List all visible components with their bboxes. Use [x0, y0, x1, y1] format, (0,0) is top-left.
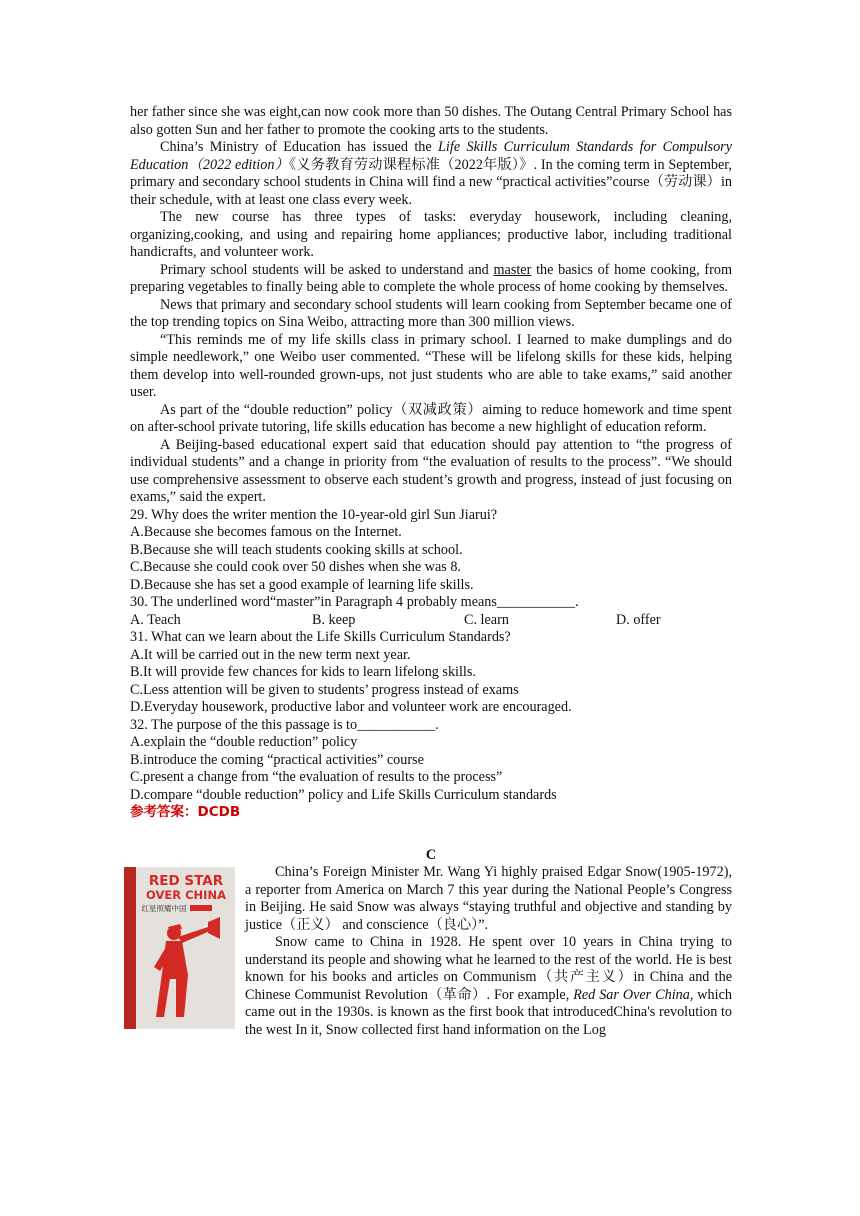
text-run: , which came out in the 1930s. is known as the first book that introducedChina's revolution to the west In it, Snow collected first hand information on the Log: [245, 986, 732, 1038]
passage-b-paragraph-2: [130, 139, 732, 209]
red-star-over-china-cover-icon: [124, 867, 235, 1029]
passage-b-paragraph-7: As part of the “double reduction” policy（双减政策）aiming to reduce homework and time spent on after-school private tutoring, life skills education has become a new highlight of education reform.: [130, 401, 732, 435]
book-chinese-title: 红星照耀中国: [141, 904, 187, 913]
passage-b-paragraph-3: The new course has three types of tasks: everyday housework, including cleaning, organizing,cooking, and using and repairing home appliances; productive labor, including traditional handicrafts, and volunteer work.: [130, 209, 732, 260]
question-stem: 32. The purpose of the this passage is to___________.: [130, 716, 439, 733]
option-a: A.Because she becomes famous on the Internet.: [130, 524, 402, 540]
book-title-line-2: OVER CHINA: [146, 888, 226, 902]
passage-b-paragraph-1: her father since she was eight,can now cook more than 50 dishes. The Outang Central Primary School has also gotten Sun and her father to promote the cooking arts to the students.: [130, 104, 732, 138]
option-b: B.introduce the coming “practical activities” course: [130, 751, 424, 768]
question-stem: 30. The underlined word“master”in Paragraph 4 probably means___________.: [130, 594, 579, 610]
reference-answer: 参考答案：DCDB: [130, 804, 241, 820]
option-a: A. Teach: [130, 611, 181, 628]
question-stem: 31. What can we learn about the Life Skills Curriculum Standards?: [130, 629, 511, 645]
option-a: A.It will be carried out in the new term next year.: [130, 646, 411, 663]
option-d: D.Everyday housework, productive labor and volunteer work are encouraged.: [130, 699, 572, 715]
passage-b-paragraph-5: News that primary and secondary school students will learn cooking from September became one of the top trending topics on Sina Weibo, attracting more than 300 million views.: [130, 296, 732, 330]
section-c-paragraph-1: China’s Foreign Minister Mr. Wang Yi highly praised Edgar Snow(1905-1972), a reporter from America on March 7 this year during the National People’s Congress in Beijing. He said Snow was always “staying truthful and objective and standing by justice（正义） and conscience（良心）”.: [245, 864, 732, 933]
option-b: B.Because she will teach students cooking skills at school.: [130, 541, 463, 558]
document-title-italic: Life Skills Curriculum Standards for Compulsory Education（2022 edition）: [130, 139, 732, 173]
book-title-line-1: RED STAR: [148, 873, 224, 889]
option-b: B. keep: [312, 611, 356, 628]
document-page: [130, 104, 732, 1039]
book-title-italic: Red Sar Over China: [573, 986, 690, 1003]
options-row: [130, 612, 732, 630]
passage-b-paragraph-8: A Beijing-based educational expert said that education should pay attention to “the progress of individual students” and a change in priority from “the evaluation of results to the process”. “We should use comprehensive assessment to observe each student’s growth and progress, instead of just focusing on exams,” said the expert.: [130, 436, 732, 505]
question-stem: 29. Why does the writer mention the 10-year-old girl Sun Jiarui?: [130, 506, 498, 523]
passage-b-paragraph-4: [130, 262, 732, 297]
passage-b-paragraph-6: “This reminds me of my life skills class in primary school. I learned to make dumplings and do simple needlework,” one Weibo user commented. “These will be lifelong skills for these kids, helping them develop into well-rounded grown-ups, not just students who are able to take exams,” said another user.: [130, 331, 732, 400]
question-29: [130, 507, 732, 595]
text-run: the basics of home cooking, from preparing vegetables to finally being able to complete the whole process of home cooking by themselves.: [130, 261, 732, 295]
text-run: Primary school students will be asked to understand and: [160, 261, 494, 278]
option-d: D.Because she has set a good example of learning life skills.: [130, 576, 474, 593]
text-run: 《义务教育劳动课程标准（2022年版）》. In the coming term in September, primary and secondary school students in China will find a new “practical activities”course（劳动课）in their schedule, with at least one class every week.: [130, 156, 732, 208]
option-c: C.Because she could cook over 50 dishes when she was 8.: [130, 559, 461, 575]
book-cover-image: [124, 867, 235, 1029]
option-b: B.It will provide few chances for kids to learn lifelong skills.: [130, 664, 476, 680]
section-c-body: [130, 864, 732, 1039]
question-31: [130, 629, 732, 717]
text-run: China’s Ministry of Education has issued the: [160, 139, 439, 155]
option-c: C.Less attention will be given to students’ progress instead of exams: [130, 681, 519, 698]
option-a: A.explain the “double reduction” policy: [130, 734, 358, 750]
text-run: Snow came to China in 1928. He spent over 10 years in China trying to understand its people and showing what he learned to the rest of the world. He is best known for his books and articles on Communism（共产主义）in China and the Chinese Communist Revolution（革命）. For example,: [245, 934, 732, 1003]
option-d: D.compare “double reduction” policy and Life Skills Curriculum standards: [130, 786, 557, 803]
option-d: D. offer: [616, 611, 661, 628]
section-c-title: C: [425, 846, 437, 863]
question-30: [130, 594, 732, 629]
option-c: C. learn: [464, 611, 509, 628]
underlined-word-master: master: [493, 261, 532, 278]
question-32: [130, 717, 732, 805]
option-c: C.present a change from “the evaluation of results to the process”: [130, 769, 503, 785]
